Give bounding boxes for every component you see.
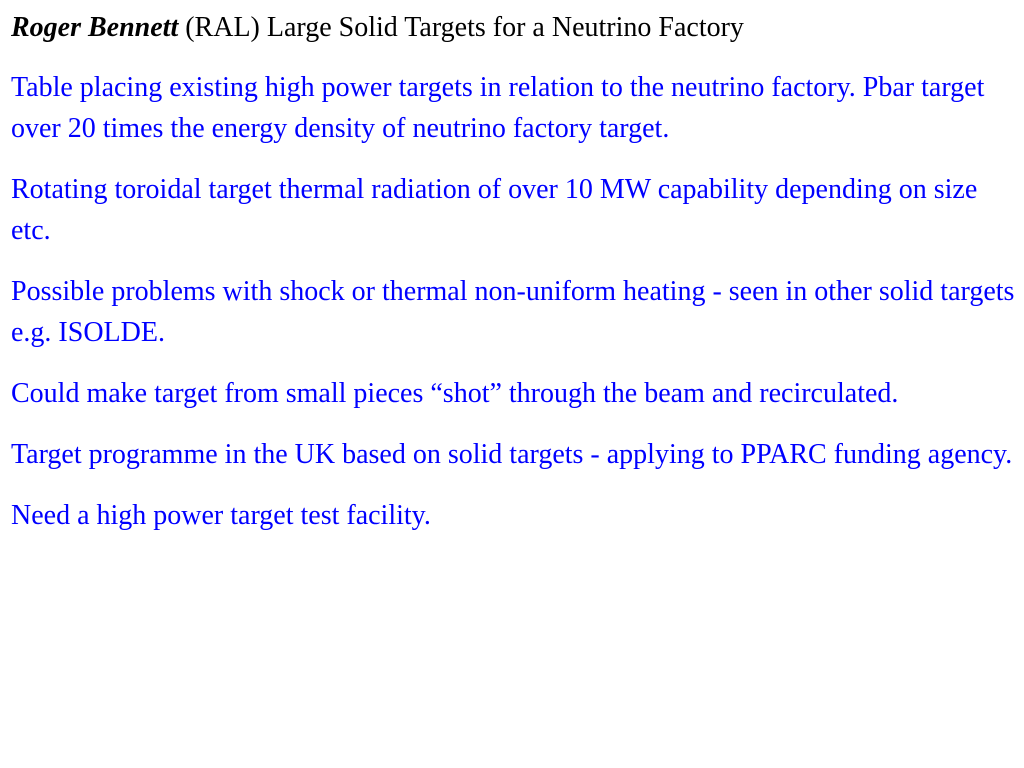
- paragraph-rotating-toroidal-target: Rotating toroidal target thermal radiation of over 10 MW capability depending on size etc.: [11, 174, 978, 246]
- paragraph-list: [11, 67, 1016, 536]
- paragraph-shock-heating-problems: Possible problems with shock or thermal non-uniform heating - seen in other solid targets e.g. ISOLDE.: [11, 276, 1015, 348]
- paragraph-high-power-targets-table: Table placing existing high power targets in relation to the neutrino factory. Pbar target over 20 times the energy density of neutrino factory target.: [11, 72, 985, 144]
- slide-title: [11, 10, 1016, 46]
- title-text: (RAL) Large Solid Targets for a Neutrino Factory: [185, 12, 744, 43]
- paragraph-uk-target-programme: Target programme in the UK based on solid targets - applying to PPARC funding agency.: [11, 439, 1013, 470]
- paragraph-test-facility: Need a high power target test facility.: [11, 500, 431, 531]
- title-author: Roger Bennett: [11, 12, 179, 43]
- slide: [11, 10, 1016, 536]
- paragraph-shot-target: Could make target from small pieces “shot” through the beam and recirculated.: [11, 378, 899, 409]
